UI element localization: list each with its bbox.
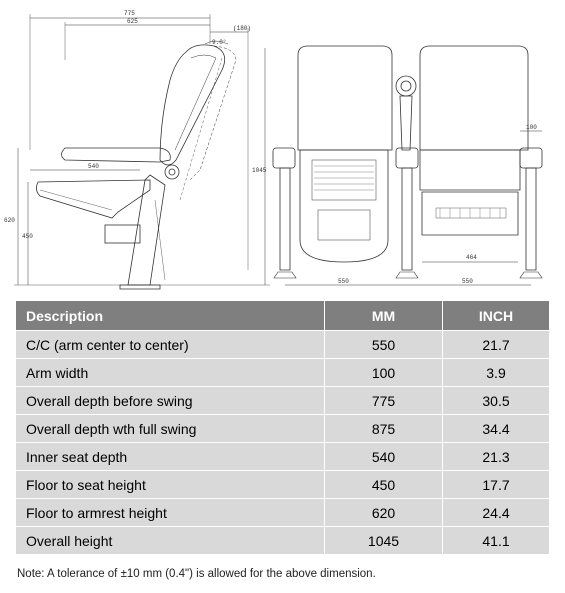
dim-seat-depth: 540 xyxy=(88,163,99,170)
dim-arm-width: 100 xyxy=(526,124,537,131)
row-mm: 875 xyxy=(325,415,443,443)
row-description: Inner seat depth xyxy=(16,443,325,471)
row-inch: 21.3 xyxy=(443,443,550,471)
row-inch: 17.7 xyxy=(443,471,550,499)
row-mm: 550 xyxy=(325,331,443,359)
table-row xyxy=(16,331,550,359)
row-description: Overall depth wth full swing xyxy=(16,415,325,443)
row-description: Floor to seat height xyxy=(16,471,325,499)
dim-seat-height: 450 xyxy=(22,233,33,240)
front-view-drawing xyxy=(273,46,542,285)
tolerance-note: Note: A tolerance of ±10 mm (0.4") is allowed for the above dimension. xyxy=(17,568,376,580)
dim-overall-height: 1045 xyxy=(252,167,267,174)
dim-swing-180: (180) xyxy=(233,25,252,32)
row-description: Arm width xyxy=(16,359,325,387)
table-row xyxy=(16,527,550,555)
row-inch: 41.1 xyxy=(443,527,550,555)
dim-depth-625: 625 xyxy=(127,18,138,25)
row-inch: 30.5 xyxy=(443,387,550,415)
row-inch: 3.9 xyxy=(443,359,550,387)
dim-angle: 9.0° xyxy=(212,39,227,46)
table-row xyxy=(16,443,550,471)
row-mm: 775 xyxy=(325,387,443,415)
row-description: Floor to armrest height xyxy=(16,499,325,527)
row-mm: 100 xyxy=(325,359,443,387)
technical-drawing xyxy=(0,0,565,295)
spec-table xyxy=(15,300,550,555)
header-inch: INCH xyxy=(443,301,550,331)
table-row xyxy=(16,471,550,499)
dim-cc-right: 550 xyxy=(462,278,473,285)
table-row xyxy=(16,499,550,527)
row-mm: 540 xyxy=(325,443,443,471)
row-description: C/C (arm center to center) xyxy=(16,331,325,359)
row-inch: 24.4 xyxy=(443,499,550,527)
table-row xyxy=(16,415,550,443)
table-header-row xyxy=(16,301,550,331)
dim-cc-left: 550 xyxy=(338,278,349,285)
row-description: Overall depth before swing xyxy=(16,387,325,415)
dim-inner-width: 464 xyxy=(466,254,477,261)
row-inch: 34.4 xyxy=(443,415,550,443)
row-mm: 620 xyxy=(325,499,443,527)
row-mm: 1045 xyxy=(325,527,443,555)
row-description: Overall height xyxy=(16,527,325,555)
dim-overall-depth: 775 xyxy=(124,10,135,17)
dim-armrest-height: 620 xyxy=(4,217,15,224)
header-mm: MM xyxy=(325,301,443,331)
table-row xyxy=(16,387,550,415)
row-mm: 450 xyxy=(325,471,443,499)
table-row xyxy=(16,359,550,387)
row-inch: 21.7 xyxy=(443,331,550,359)
header-description: Description xyxy=(16,301,325,331)
side-view-drawing xyxy=(14,14,270,289)
